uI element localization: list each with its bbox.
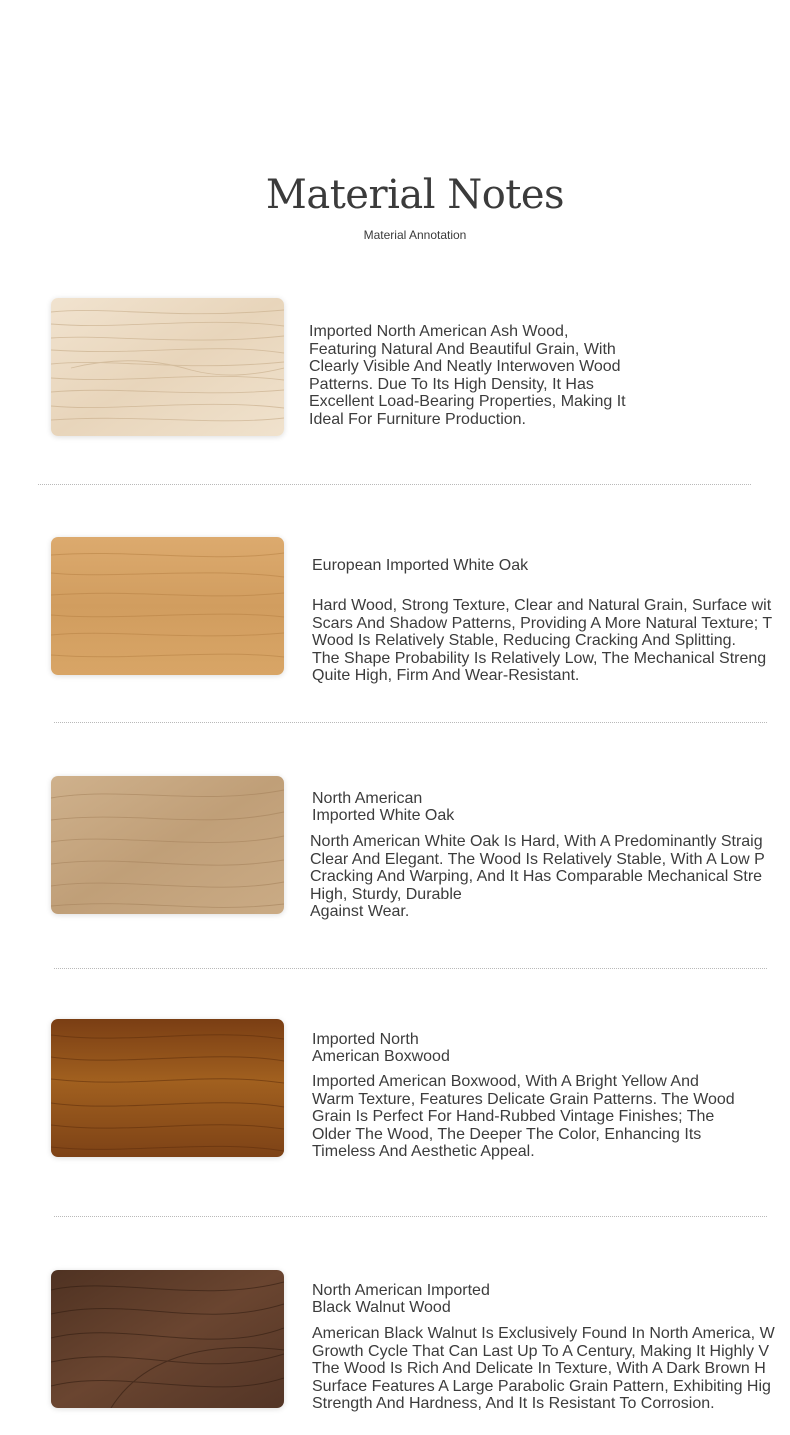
page-title: Material Notes (265, 172, 565, 218)
boxwood-title: Imported North American Boxwood (312, 1031, 450, 1065)
north-american-white-oak-swatch (51, 776, 284, 914)
boxwood-swatch (51, 1019, 284, 1157)
section-divider (54, 1216, 767, 1217)
ash-wood-swatch (51, 298, 284, 436)
black-walnut-title: North American Imported Black Walnut Wood (312, 1282, 490, 1316)
black-walnut-description: American Black Walnut Is Exclusively Found In North America, W Growth Cycle That Can Last Up To A Century, Making It Highly V The Wood Is Rich And Delicate In Texture, With A Dark Brown H Surface Features A Large Parabolic Grain Pattern, Exhibiting Hig Strength And Hardness, And It Is Resistant To Corrosion. (312, 1325, 775, 1413)
section-divider (54, 968, 767, 969)
european-white-oak-title: European Imported White Oak (312, 557, 529, 574)
boxwood-description: Imported American Boxwood, With A Bright Yellow And Warm Texture, Features Delicate Grain Patterns. The Wood Grain Is Perfect For Hand-Rubbed Vintage Finishes; The Older The Wood, The Deeper The Color, Enhancing Its Timeless And Aesthetic Appeal. (312, 1073, 735, 1161)
section-divider (54, 722, 767, 723)
section-divider (38, 484, 751, 485)
north-american-white-oak-title: North American Imported White Oak (312, 790, 455, 824)
ash-wood-description: Imported North American Ash Wood, Featuring Natural And Beautiful Grain, With Clearly Visible And Neatly Interwoven Wood Patterns. Due To Its High Density, It Has Excellent Load-Bearing Properties, Making It Ideal For Furniture Production. (309, 323, 626, 428)
european-white-oak-description: Hard Wood, Strong Texture, Clear and Natural Grain, Surface wit Scars And Shadow Patterns, Providing A More Natural Texture; T Wood Is Relatively Stable, Reducing Cracking And Splitting. The Shape Probability Is Relatively Low, The Mechanical Streng Quite High, Firm And Wear-Resistant. (312, 597, 773, 685)
page-subtitle: Material Annotation (363, 228, 467, 242)
north-american-white-oak-description: North American White Oak Is Hard, With A Predominantly Straig Clear And Elegant. The Wood Is Relatively Stable, With A Low P Cracking And Warping, And It Has Comparable Mechanical Stre High, Sturdy, Durable Against Wear. (310, 833, 765, 921)
black-walnut-swatch (51, 1270, 284, 1408)
european-white-oak-swatch (51, 537, 284, 675)
